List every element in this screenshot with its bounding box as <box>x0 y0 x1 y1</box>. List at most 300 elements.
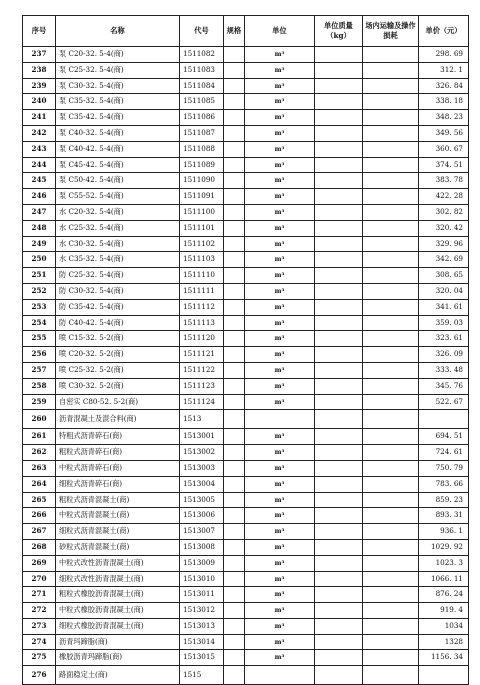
cell-name: 水 C35-32. 5-4(商) <box>56 252 180 268</box>
cell-name: 路面稳定土(商) <box>56 666 180 685</box>
cell-unit: m³ <box>245 268 315 284</box>
cell-loss <box>363 236 419 252</box>
cell-spec <box>224 173 245 189</box>
cell-code: 1511122 <box>180 362 224 378</box>
cell-price: 342. 69 <box>419 252 469 268</box>
cell-weight <box>315 299 363 315</box>
table-row <box>23 429 469 445</box>
cell-unit: m³ <box>245 220 315 236</box>
cell-weight <box>315 189 363 205</box>
cell-unit: m³ <box>245 508 315 524</box>
cell-no: 272 <box>23 603 56 619</box>
cell-unit: m³ <box>245 603 315 619</box>
cell-no: 267 <box>23 524 56 540</box>
cell-name: 泵 C25-32. 5-4(商) <box>56 62 180 78</box>
cell-loss <box>363 252 419 268</box>
cell-price: 341. 61 <box>419 299 469 315</box>
cell-weight <box>315 634 363 650</box>
cell-spec <box>224 268 245 284</box>
cell-name: 粗粒式橡胶沥青混凝土(商) <box>56 587 180 603</box>
cell-name: 泵 C30-32. 5-4(商) <box>56 78 180 94</box>
cell-unit: m³ <box>245 189 315 205</box>
cell-code: 1511083 <box>180 62 224 78</box>
cell-weight <box>315 524 363 540</box>
table-row <box>23 125 469 141</box>
table-row <box>23 362 469 378</box>
cell-name: 中粒式沥青碎石(商) <box>56 460 180 476</box>
cell-spec <box>224 634 245 650</box>
cell-name: 防 C40-42. 5-4(商) <box>56 315 180 331</box>
cell-no: 238 <box>23 62 56 78</box>
cell-code: 1513009 <box>180 555 224 571</box>
cell-price: 360. 67 <box>419 141 469 157</box>
cell-weight <box>315 204 363 220</box>
cell-spec <box>224 378 245 394</box>
header-unit: 单位 <box>245 16 315 47</box>
cell-unit: m³ <box>245 555 315 571</box>
cell-weight <box>315 125 363 141</box>
cell-code: 1513015 <box>180 650 224 666</box>
table-row <box>23 492 469 508</box>
cell-price: 919. 4 <box>419 603 469 619</box>
cell-price: 750. 79 <box>419 460 469 476</box>
cell-no: 263 <box>23 460 56 476</box>
cell-unit: m³ <box>245 347 315 363</box>
table-row <box>23 587 469 603</box>
cell-spec <box>224 299 245 315</box>
cell-code: 1513 <box>180 410 224 429</box>
cell-code: 1511112 <box>180 299 224 315</box>
cell-loss <box>363 492 419 508</box>
cell-weight <box>315 362 363 378</box>
cell-loss <box>363 666 419 685</box>
cell-price: 1023. 3 <box>419 555 469 571</box>
cell-no: 265 <box>23 492 56 508</box>
cell-spec <box>224 555 245 571</box>
cell-spec <box>224 78 245 94</box>
cell-no: 262 <box>23 445 56 461</box>
cell-unit: m³ <box>245 94 315 110</box>
table-row <box>23 331 469 347</box>
cell-code: 1511087 <box>180 125 224 141</box>
cell-loss <box>363 315 419 331</box>
cell-loss <box>363 157 419 173</box>
cell-name: 喷 C25-32. 5-2(商) <box>56 362 180 378</box>
cell-loss <box>363 204 419 220</box>
table-row <box>23 47 469 63</box>
table-row <box>23 634 469 650</box>
table-row <box>23 268 469 284</box>
cell-code: 1511088 <box>180 141 224 157</box>
cell-name: 细粒式橡胶沥青混凝土(商) <box>56 618 180 634</box>
cell-code: 1511103 <box>180 252 224 268</box>
cell-weight <box>315 603 363 619</box>
cell-name: 橡胶沥青玛蹄脂(商) <box>56 650 180 666</box>
cell-loss <box>363 189 419 205</box>
cell-name: 防 C25-32. 5-4(商) <box>56 268 180 284</box>
header-name: 名称 <box>56 16 180 47</box>
table-row <box>23 141 469 157</box>
cell-price: 323. 61 <box>419 331 469 347</box>
cell-unit: m³ <box>245 78 315 94</box>
table-row <box>23 236 469 252</box>
cell-name: 泵 C35-32. 5-4(商) <box>56 94 180 110</box>
cell-no: 271 <box>23 587 56 603</box>
cell-price: 422. 28 <box>419 189 469 205</box>
material-price-table <box>22 15 469 685</box>
cell-loss <box>363 524 419 540</box>
cell-loss <box>363 125 419 141</box>
cell-loss <box>363 94 419 110</box>
cell-name: 细粒式改性沥青混凝土(商) <box>56 571 180 587</box>
cell-price <box>419 666 469 685</box>
table-row <box>23 94 469 110</box>
cell-spec <box>224 460 245 476</box>
cell-unit: m³ <box>245 283 315 299</box>
cell-weight <box>315 110 363 126</box>
cell-name: 水 C20-32. 5-4(商) <box>56 204 180 220</box>
cell-code: 1513011 <box>180 587 224 603</box>
table-row <box>23 173 469 189</box>
cell-price: 338. 18 <box>419 94 469 110</box>
cell-unit: m³ <box>245 524 315 540</box>
cell-price: 1034 <box>419 618 469 634</box>
cell-loss <box>363 141 419 157</box>
header-row <box>23 16 469 47</box>
table-row <box>23 571 469 587</box>
cell-no: 240 <box>23 94 56 110</box>
cell-price: 359. 03 <box>419 315 469 331</box>
cell-weight <box>315 347 363 363</box>
cell-price: 302. 82 <box>419 204 469 220</box>
cell-no: 274 <box>23 634 56 650</box>
header-price: 单价（元） <box>419 16 469 47</box>
cell-no: 269 <box>23 555 56 571</box>
cell-weight <box>315 666 363 685</box>
cell-name: 中粒式沥青混凝土(商) <box>56 508 180 524</box>
cell-spec <box>224 410 245 429</box>
cell-code: 1511110 <box>180 268 224 284</box>
cell-code: 1511089 <box>180 157 224 173</box>
cell-price: 783. 66 <box>419 476 469 492</box>
cell-weight <box>315 283 363 299</box>
header-no: 序号 <box>23 16 56 47</box>
cell-spec <box>224 445 245 461</box>
cell-unit: m³ <box>245 394 315 410</box>
cell-no: 248 <box>23 220 56 236</box>
cell-code: 1511111 <box>180 283 224 299</box>
cell-unit: m³ <box>245 252 315 268</box>
cell-spec <box>224 476 245 492</box>
cell-spec <box>224 252 245 268</box>
cell-unit: m³ <box>245 331 315 347</box>
cell-no: 247 <box>23 204 56 220</box>
cell-name: 砂粒式沥青混凝土(商) <box>56 539 180 555</box>
table-row <box>23 555 469 571</box>
cell-loss <box>363 62 419 78</box>
cell-loss <box>363 110 419 126</box>
cell-name: 自密实 C80-52. 5-2(商) <box>56 394 180 410</box>
cell-price: 312. 1 <box>419 62 469 78</box>
table-row <box>23 283 469 299</box>
cell-code: 1513008 <box>180 539 224 555</box>
cell-code: 1513007 <box>180 524 224 540</box>
cell-loss <box>363 603 419 619</box>
cell-no: 270 <box>23 571 56 587</box>
cell-name: 防 C35-42. 5-4(商) <box>56 299 180 315</box>
cell-spec <box>224 141 245 157</box>
cell-loss <box>363 268 419 284</box>
cell-price: 694. 51 <box>419 429 469 445</box>
cell-loss <box>363 508 419 524</box>
table-header <box>23 16 469 47</box>
cell-spec <box>224 587 245 603</box>
cell-name: 泵 C45-42. 5-4(商) <box>56 157 180 173</box>
header-weight: 单位质量（kg） <box>315 16 363 47</box>
cell-code: 1513013 <box>180 618 224 634</box>
cell-weight <box>315 236 363 252</box>
table-body <box>23 47 469 685</box>
cell-spec <box>224 331 245 347</box>
cell-price: 1066. 11 <box>419 571 469 587</box>
table-row <box>23 299 469 315</box>
cell-loss <box>363 78 419 94</box>
cell-unit: m³ <box>245 315 315 331</box>
cell-spec <box>224 524 245 540</box>
cell-weight <box>315 315 363 331</box>
cell-code: 1511123 <box>180 378 224 394</box>
cell-loss <box>363 460 419 476</box>
cell-no: 264 <box>23 476 56 492</box>
cell-name: 中粒式改性沥青混凝土(商) <box>56 555 180 571</box>
cell-no: 253 <box>23 299 56 315</box>
cell-loss <box>363 650 419 666</box>
price-table-page <box>22 15 468 685</box>
table-row <box>23 539 469 555</box>
cell-unit: m³ <box>245 539 315 555</box>
cell-name: 沥青玛蹄脂(商) <box>56 634 180 650</box>
cell-unit: m³ <box>245 110 315 126</box>
cell-unit: m³ <box>245 618 315 634</box>
cell-price: 298. 69 <box>419 47 469 63</box>
cell-no: 261 <box>23 429 56 445</box>
cell-loss <box>363 394 419 410</box>
cell-no: 246 <box>23 189 56 205</box>
cell-name: 细粒式沥青碎石(商) <box>56 476 180 492</box>
cell-unit: m³ <box>245 429 315 445</box>
cell-unit: m³ <box>245 141 315 157</box>
cell-no: 255 <box>23 331 56 347</box>
cell-code: 1511086 <box>180 110 224 126</box>
cell-unit: m³ <box>245 445 315 461</box>
cell-loss <box>363 378 419 394</box>
table-row <box>23 157 469 173</box>
cell-price: 1156. 34 <box>419 650 469 666</box>
cell-weight <box>315 94 363 110</box>
cell-code: 1513002 <box>180 445 224 461</box>
cell-name: 细粒式沥青混凝土(商) <box>56 524 180 540</box>
cell-name: 粗粒式沥青碎石(商) <box>56 445 180 461</box>
cell-weight <box>315 460 363 476</box>
cell-loss <box>363 634 419 650</box>
cell-code: 1513005 <box>180 492 224 508</box>
cell-no: 259 <box>23 394 56 410</box>
cell-no: 273 <box>23 618 56 634</box>
cell-no: 250 <box>23 252 56 268</box>
table-row <box>23 603 469 619</box>
cell-code: 1513014 <box>180 634 224 650</box>
cell-name: 喷 C30-32. 5-2(商) <box>56 378 180 394</box>
cell-price: 859. 23 <box>419 492 469 508</box>
cell-weight <box>315 252 363 268</box>
cell-weight <box>315 508 363 524</box>
cell-weight <box>315 571 363 587</box>
cell-weight <box>315 429 363 445</box>
cell-loss <box>363 347 419 363</box>
cell-code: 1513010 <box>180 571 224 587</box>
cell-price <box>419 410 469 429</box>
cell-price: 345. 76 <box>419 378 469 394</box>
table-row <box>23 524 469 540</box>
cell-weight <box>315 220 363 236</box>
table-row <box>23 252 469 268</box>
cell-price: 383. 78 <box>419 173 469 189</box>
cell-weight <box>315 173 363 189</box>
cell-unit: m³ <box>245 204 315 220</box>
cell-weight <box>315 394 363 410</box>
cell-loss <box>363 587 419 603</box>
cell-name: 泵 C40-42. 5-4(商) <box>56 141 180 157</box>
table-row <box>23 347 469 363</box>
cell-spec <box>224 618 245 634</box>
table-row <box>23 204 469 220</box>
cell-unit: m³ <box>245 236 315 252</box>
cell-weight <box>315 650 363 666</box>
cell-price: 320. 42 <box>419 220 469 236</box>
table-row <box>23 476 469 492</box>
cell-price: 326. 09 <box>419 347 469 363</box>
cell-loss <box>363 476 419 492</box>
cell-price: 348. 23 <box>419 110 469 126</box>
cell-unit <box>245 666 315 685</box>
cell-spec <box>224 666 245 685</box>
cell-code: 1511101 <box>180 220 224 236</box>
cell-spec <box>224 650 245 666</box>
cell-code: 1511090 <box>180 173 224 189</box>
cell-no: 251 <box>23 268 56 284</box>
cell-no: 242 <box>23 125 56 141</box>
cell-weight <box>315 476 363 492</box>
cell-code: 1511100 <box>180 204 224 220</box>
cell-weight <box>315 410 363 429</box>
cell-unit: m³ <box>245 492 315 508</box>
cell-unit: m³ <box>245 634 315 650</box>
cell-no: 260 <box>23 410 56 429</box>
cell-no: 241 <box>23 110 56 126</box>
cell-no: 275 <box>23 650 56 666</box>
cell-unit: m³ <box>245 587 315 603</box>
cell-name: 特粗式沥青碎石(商) <box>56 429 180 445</box>
cell-code: 1511113 <box>180 315 224 331</box>
table-row <box>23 445 469 461</box>
cell-loss <box>363 410 419 429</box>
cell-weight <box>315 268 363 284</box>
table-row <box>23 666 469 685</box>
cell-spec <box>224 492 245 508</box>
cell-name: 防 C30-32. 5-4(商) <box>56 283 180 299</box>
cell-loss <box>363 555 419 571</box>
cell-spec <box>224 125 245 141</box>
cell-spec <box>224 603 245 619</box>
cell-spec <box>224 571 245 587</box>
cell-weight <box>315 539 363 555</box>
cell-code: 1511085 <box>180 94 224 110</box>
cell-spec <box>224 189 245 205</box>
cell-spec <box>224 62 245 78</box>
cell-spec <box>224 283 245 299</box>
cell-code: 1513006 <box>180 508 224 524</box>
cell-code: 1513003 <box>180 460 224 476</box>
cell-weight <box>315 445 363 461</box>
cell-unit <box>245 410 315 429</box>
cell-unit: m³ <box>245 650 315 666</box>
cell-weight <box>315 555 363 571</box>
cell-loss <box>363 220 419 236</box>
cell-loss <box>363 331 419 347</box>
cell-code: 1511082 <box>180 47 224 63</box>
cell-weight <box>315 157 363 173</box>
cell-name: 粗粒式沥青混凝土(商) <box>56 492 180 508</box>
cell-loss <box>363 445 419 461</box>
cell-unit: m³ <box>245 460 315 476</box>
cell-code: 1511102 <box>180 236 224 252</box>
cell-spec <box>224 110 245 126</box>
cell-no: 268 <box>23 539 56 555</box>
table-row <box>23 394 469 410</box>
cell-spec <box>224 508 245 524</box>
table-row <box>23 508 469 524</box>
cell-weight <box>315 587 363 603</box>
header-loss: 场内运输及操作损耗 <box>363 16 419 47</box>
cell-weight <box>315 62 363 78</box>
cell-spec <box>224 220 245 236</box>
table-row <box>23 315 469 331</box>
cell-price: 1029. 92 <box>419 539 469 555</box>
cell-loss <box>363 571 419 587</box>
cell-weight <box>315 141 363 157</box>
cell-loss <box>363 429 419 445</box>
cell-price: 326. 84 <box>419 78 469 94</box>
cell-no: 252 <box>23 283 56 299</box>
cell-no: 266 <box>23 508 56 524</box>
cell-spec <box>224 539 245 555</box>
header-code: 代号 <box>180 16 224 47</box>
cell-price: 308. 65 <box>419 268 469 284</box>
cell-weight <box>315 378 363 394</box>
cell-weight <box>315 492 363 508</box>
cell-no: 245 <box>23 173 56 189</box>
cell-price: 329. 96 <box>419 236 469 252</box>
cell-price: 333. 48 <box>419 362 469 378</box>
cell-name: 沥青混凝土及混合料(商) <box>56 410 180 429</box>
cell-code: 1511120 <box>180 331 224 347</box>
cell-name: 水 C25-32. 5-4(商) <box>56 220 180 236</box>
cell-loss <box>363 299 419 315</box>
cell-no: 254 <box>23 315 56 331</box>
cell-unit: m³ <box>245 157 315 173</box>
cell-name: 水 C30-32. 5-4(商) <box>56 236 180 252</box>
cell-code: 1511084 <box>180 78 224 94</box>
